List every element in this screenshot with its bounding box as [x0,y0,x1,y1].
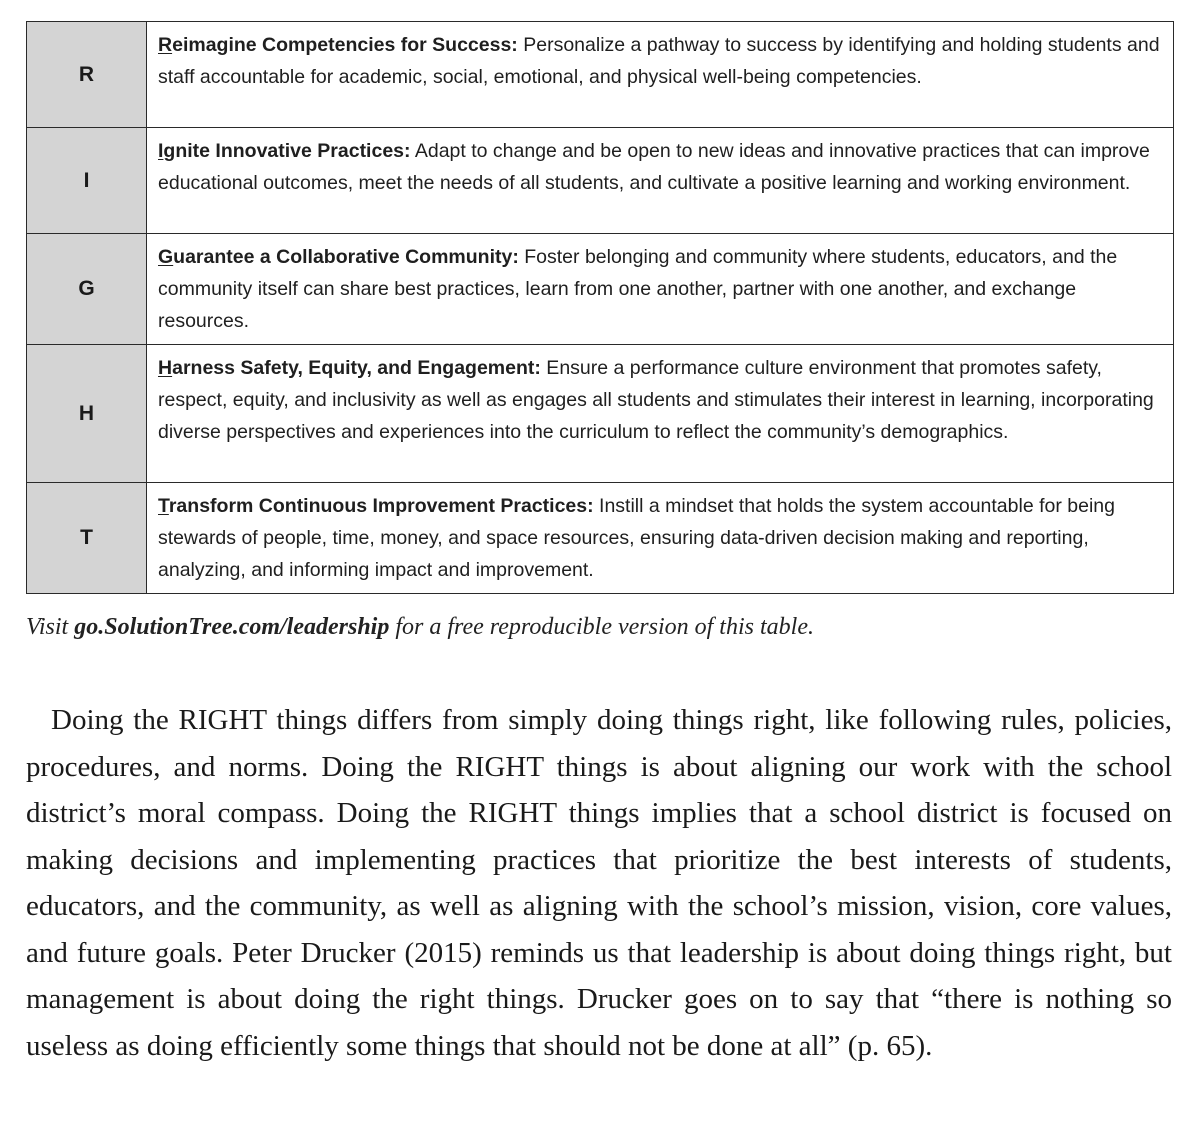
row-title [158,495,594,517]
caption-link[interactable]: go.SolutionTree.com/leadership [74,614,390,640]
row-title [158,246,519,268]
row-description [147,483,1174,594]
row-description [147,128,1174,234]
table-row [27,128,1174,234]
row-description [147,234,1174,345]
row-title-rest: eimagine Competencies for Success: [172,34,518,56]
row-text: Adapt to change and be open to new ideas and innovative practices that can improve educational outcomes, meet the needs of all students, and cultivate a positive learning and working environment. [158,140,1150,194]
row-title-initial: R [158,34,173,56]
row-letter: R [27,22,147,128]
row-title-rest: arness Safety, Equity, and Engagement: [172,357,541,379]
table-caption [26,614,1176,641]
body-paragraph: Doing the RIGHT things differs from simply doing things right, like following rules, policies, procedures, and norms. Doing the RIGHT things is about aligning our work with the school district’s moral compass. Doing the RIGHT things implies that a school district is focused on making decisions and implementing practices that prioritize the best interests of students, educators, and the community, as well as aligning with the school’s mission, vision, core values, and future goals. Peter Drucker (2015) reminds us that leadership is about doing things right, but management is about doing the right things. Drucker goes on to say that “there is nothing so useless as doing efficiently some things that should not be done at all” (p. 65). [26,704,1172,1062]
row-title [158,140,411,162]
row-letter: I [27,128,147,234]
table-row [27,22,1174,128]
row-text: Personalize a pathway to success by identifying and holding students and staff accountable for academic, social, emotional, and physical well-being competencies. [158,34,1160,88]
row-text: Instill a mindset that holds the system accountable for being stewards of people, time, money, and space resources, ensuring data-driven decision making and reporting, analyzing, and informing impact and improvement. [158,495,1115,581]
row-letter: H [27,345,147,483]
row-description [147,22,1174,128]
row-letter: G [27,234,147,345]
row-title-initial: G [158,246,174,268]
row-text: Foster belonging and community where students, educators, and the community itself can share best practices, learn from one another, partner with one another, and exchange resources. [158,246,1118,332]
row-title-rest: ransform Continuous Improvement Practices: [168,495,594,517]
row-text: Ensure a performance culture environment that promotes safety, respect, equity, and inclusivity as well as engages all students and stimulates their interest in learning, incorporating diverse perspectives and experiences into the curriculum to reflect the community’s demographics. [158,357,1154,443]
row-letter: T [27,483,147,594]
row-title [158,34,518,56]
caption-suffix: for a free reproducible version of this table. [389,614,814,640]
row-title-rest: gnite Innovative Practices: [163,140,411,162]
row-title-initial: I [158,140,164,162]
row-title [158,357,541,379]
table-row [27,345,1174,483]
row-title-initial: T [158,495,169,517]
right-framework-table [26,21,1174,594]
table-row [27,234,1174,345]
table-row [27,483,1174,594]
caption-prefix: Visit [26,614,75,640]
row-title-initial: H [158,357,173,379]
row-title-rest: uarantee a Collaborative Community: [173,246,519,268]
row-description [147,345,1174,483]
